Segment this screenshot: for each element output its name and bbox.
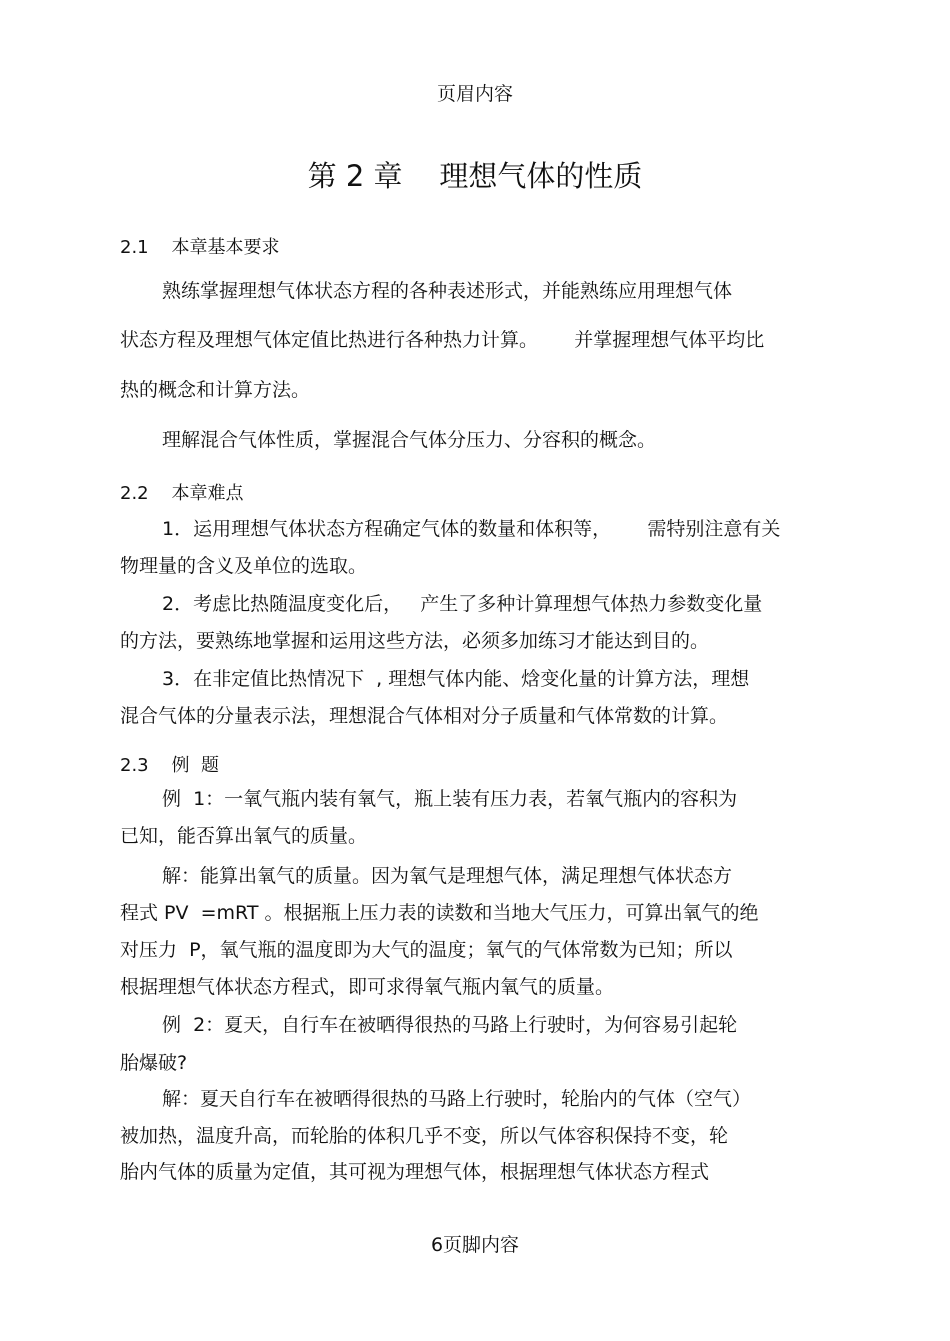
section-heading-2-1: 2.1 本章基本要求 (120, 237, 280, 258)
section-heading-2-3: 2.3 例 题 (120, 755, 219, 776)
paragraph-line: 解：能算出氧气的质量。因为氧气是理想气体，满足理想气体状态方 (162, 865, 733, 887)
paragraph-line: 状态方程及理想气体定值比热进行各种热力计算。 并掌握理想气体平均比 (120, 329, 765, 351)
paragraph-line: 胎爆破? (120, 1052, 188, 1074)
paragraph-line: 的方法，要熟练地掌握和运用这些方法，必须多加练习才能达到目的。 (120, 630, 710, 652)
paragraph-line: 熟练掌握理想气体状态方程的各种表述形式，并能熟练应用理想气体 (162, 280, 733, 302)
paragraph-line: 2．考虑比热随温度变化后， 产生了多种计算理想气体热力参数变化量 (162, 593, 763, 615)
paragraph-line: 1．运用理想气体状态方程确定气体的数量和体积等， 需特别注意有关 (162, 518, 781, 540)
paragraph-line: 已知，能否算出氧气的质量。 (120, 825, 368, 847)
paragraph-line: 热的概念和计算方法。 (120, 379, 311, 401)
paragraph-line: 解：夏天自行车在被晒得很热的马路上行驶时，轮胎内的气体（空气） (162, 1088, 752, 1110)
paragraph-line: 对压力 P，氧气瓶的温度即为大气的温度；氧气的气体常数为已知；所以 (120, 939, 733, 961)
chapter-title: 第 2 章 理想气体的性质 (307, 159, 643, 193)
paragraph-line: 程式 PV =mRT 。根据瓶上压力表的读数和当地大气压力，可算出氧气的绝 (120, 902, 759, 924)
paragraph-line: 理解混合气体性质，掌握混合气体分压力、分容积的概念。 (162, 429, 657, 451)
page-footer: 6页脚内容 (430, 1234, 520, 1256)
paragraph-line: 混合气体的分量表示法，理想混合气体相对分子质量和气体常数的计算。 (120, 705, 729, 727)
paragraph-line: 胎内气体的质量为定值，其可视为理想气体，根据理想气体状态方程式 (120, 1161, 710, 1183)
paragraph-line: 被加热，温度升高，而轮胎的体积几乎不变，所以气体容积保持不变，轮 (120, 1125, 729, 1147)
paragraph-line: 例 1：一氧气瓶内装有氧气，瓶上装有压力表，若氧气瓶内的容积为 (162, 788, 738, 810)
paragraph-line: 例 2：夏天，自行车在被晒得很热的马路上行驶时，为何容易引起轮 (162, 1014, 738, 1036)
paragraph-line: 3．在非定值比热情况下 , 理想气体内能、焓变化量的计算方法，理想 (162, 668, 750, 690)
paragraph-line: 根据理想气体状态方程式，即可求得氧气瓶内氧气的质量。 (120, 976, 615, 998)
section-heading-2-2: 2.2 本章难点 (120, 483, 244, 504)
page-header: 页眉内容 (436, 83, 513, 105)
paragraph-line: 物理量的含义及单位的选取。 (120, 555, 368, 577)
